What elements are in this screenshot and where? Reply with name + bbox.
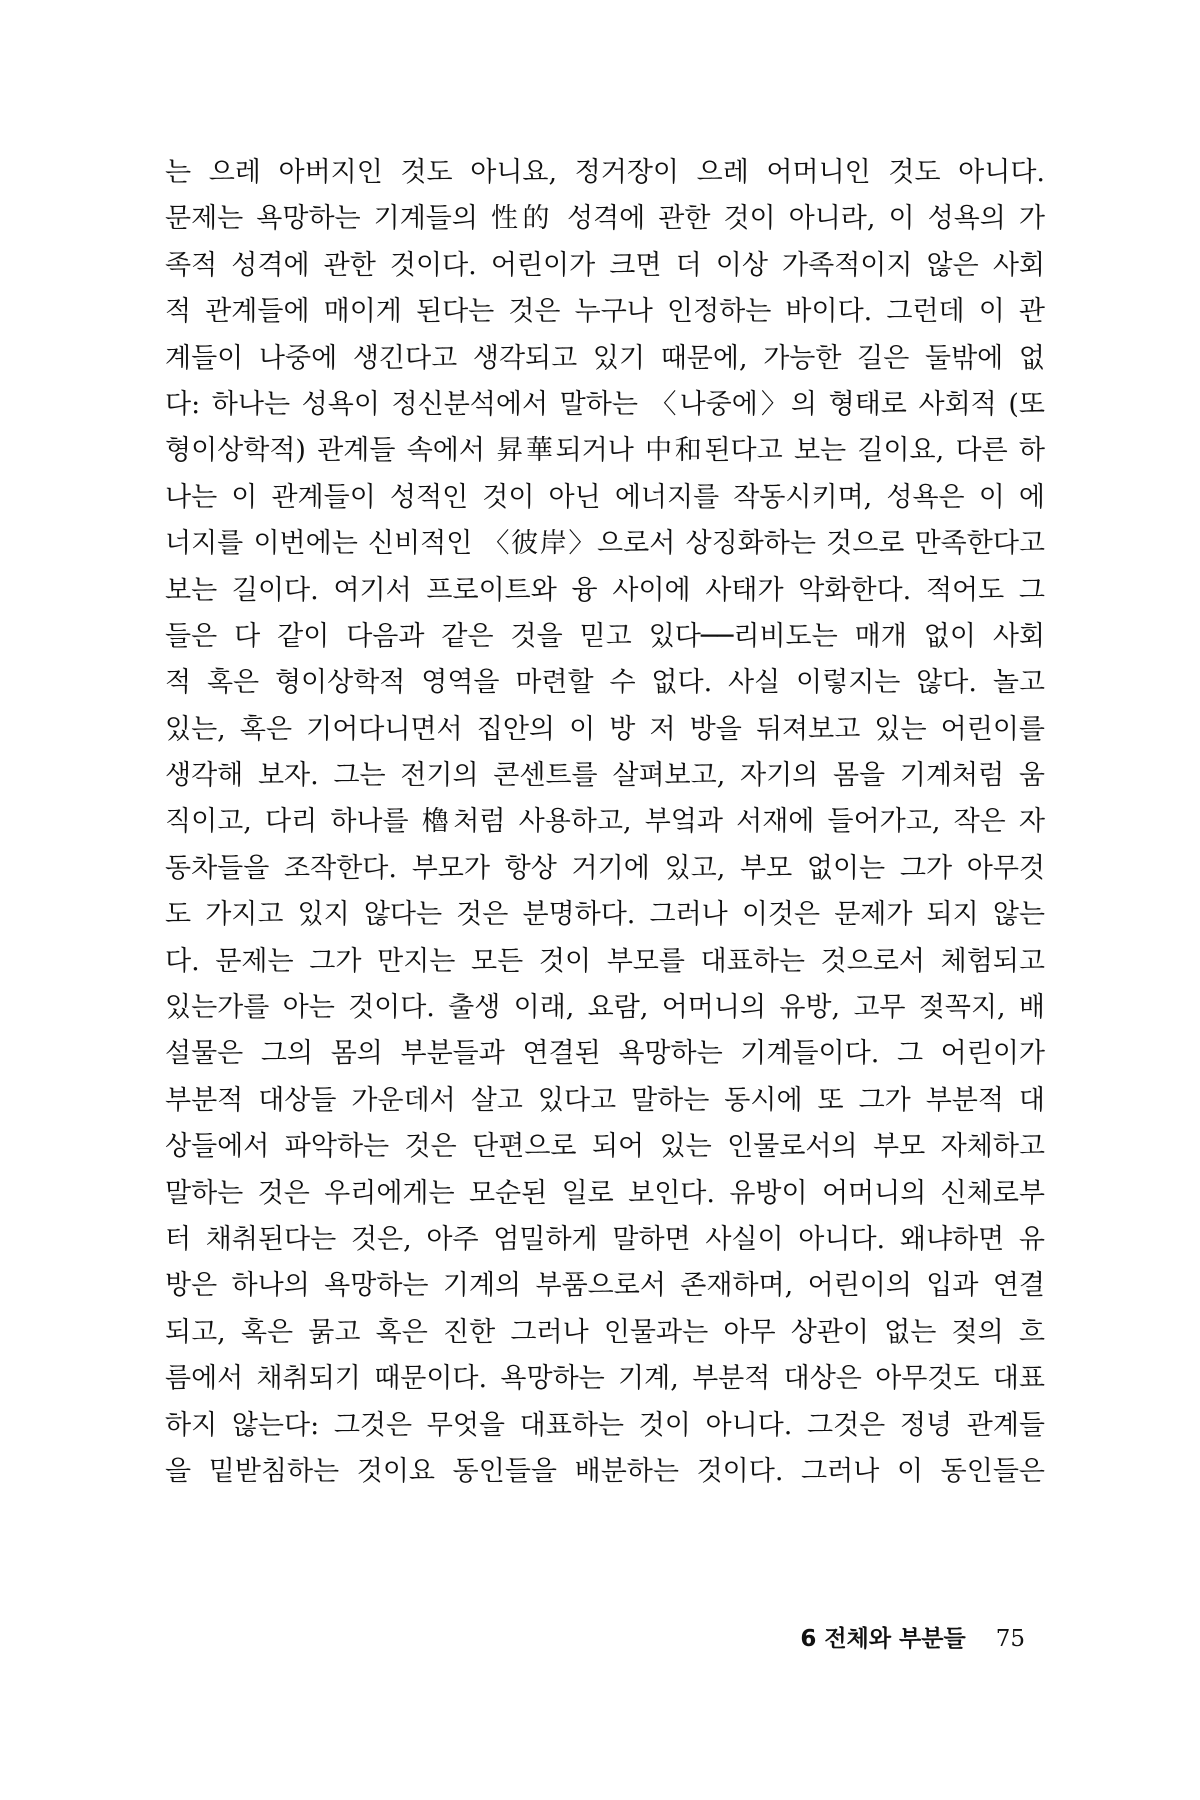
running-footer <box>800 1620 1025 1653</box>
text-line: 설물은 그의 몸의 부분들과 연결된 욕망하는 기계들이다. 그 어린이가 <box>165 1038 1045 1070</box>
text-line: 생각해 보자. 그는 전기의 콘센트를 살펴보고, 자기의 몸을 기계처럼 움 <box>165 760 1045 792</box>
text-line: 도 가지고 있지 않다는 것은 분명하다. 그러나 이것은 문제가 되지 않는 <box>165 899 1045 931</box>
text-line: 다. 문제는 그가 만지는 모든 것이 부모를 대표하는 것으로서 체험되고 <box>165 945 1045 977</box>
text-line: 계들이 나중에 생긴다고 생각되고 있기 때문에, 가능한 길은 둘밖에 없 <box>165 342 1045 374</box>
text-line: 적 혹은 형이상학적 영역을 마련할 수 없다. 사실 이렇지는 않다. 놀고 <box>165 667 1045 699</box>
text-line: 상들에서 파악하는 것은 단편으로 되어 있는 인물로서의 부모 자체하고 <box>165 1131 1045 1163</box>
text-line: 있는, 혹은 기어다니면서 집안의 이 방 저 방을 뒤져보고 있는 어린이를 <box>165 713 1045 745</box>
text-line: 직이고, 다리 하나를 櫓처럼 사용하고, 부엌과 서재에 들어가고, 작은 자 <box>165 806 1045 838</box>
text-line: 있는가를 아는 것이다. 출생 이래, 요람, 어머니의 유방, 고무 젖꼭지, 배 <box>165 992 1045 1024</box>
text-line: 을 밑받침하는 것이요 동인들을 배분하는 것이다. 그러나 이 동인들은 <box>165 1455 1045 1487</box>
text-line: 형이상학적) 관계들 속에서 昇華되거나 中和된다고 보는 길이요, 다른 하 <box>165 435 1045 467</box>
text-line: 들은 다 같이 다음과 같은 것을 믿고 있다──리비도는 매개 없이 사회 <box>165 620 1045 652</box>
text-line: 문제는 욕망하는 기계들의 性的 성격에 관한 것이 아니라, 이 성욕의 가 <box>165 203 1045 235</box>
text-line: 나는 이 관계들이 성적인 것이 아닌 에너지를 작동시키며, 성욕은 이 에 <box>165 481 1045 513</box>
page-number: 75 <box>995 1626 1025 1652</box>
text-line: 족적 성격에 관한 것이다. 어린이가 크면 더 이상 가족적이지 않은 사회 <box>165 249 1045 281</box>
text-line: 동차들을 조작한다. 부모가 항상 거기에 있고, 부모 없이는 그가 아무것 <box>165 852 1045 884</box>
text-line: 방은 하나의 욕망하는 기계의 부품으로서 존재하며, 어린이의 입과 연결 <box>165 1270 1045 1302</box>
text-line: 적 관계들에 매이게 된다는 것은 누구나 인정하는 바이다. 그런데 이 관 <box>165 296 1045 328</box>
text-line: 부분적 대상들 가운데서 살고 있다고 말하는 동시에 또 그가 부분적 대 <box>165 1084 1045 1116</box>
text-line: 너지를 이번에는 신비적인 〈彼岸〉으로서 상징화하는 것으로 만족한다고 <box>165 528 1045 560</box>
body-text <box>165 150 1045 1495</box>
text-line: 다: 하나는 성욕이 정신분석에서 말하는 〈나중에〉의 형태로 사회적 (또 <box>165 388 1045 420</box>
text-line: 는 으레 아버지인 것도 아니요, 정거장이 으레 어머니인 것도 아니다. <box>165 157 1045 188</box>
text-line: 말하는 것은 우리에게는 모순된 일로 보인다. 유방이 어머니의 신체로부 <box>165 1177 1045 1209</box>
text-line: 보는 길이다. 여기서 프로이트와 융 사이에 사태가 악화한다. 적어도 그 <box>165 574 1045 606</box>
text-line: 름에서 채취되기 때문이다. 욕망하는 기계, 부분적 대상은 아무것도 대표 <box>165 1363 1045 1395</box>
text-line: 되고, 혹은 묽고 혹은 진한 그러나 인물과는 아무 상관이 없는 젖의 흐 <box>165 1316 1046 1348</box>
chapter-title: 6 전체와 부분들 <box>800 1626 966 1652</box>
text-line: 하지 않는다: 그것은 무엇을 대표하는 것이 아니다. 그것은 정녕 관계들 <box>165 1409 1045 1441</box>
text-line: 터 채취된다는 것은, 아주 엄밀하게 말하면 사실이 아니다. 왜냐하면 유 <box>165 1223 1045 1255</box>
